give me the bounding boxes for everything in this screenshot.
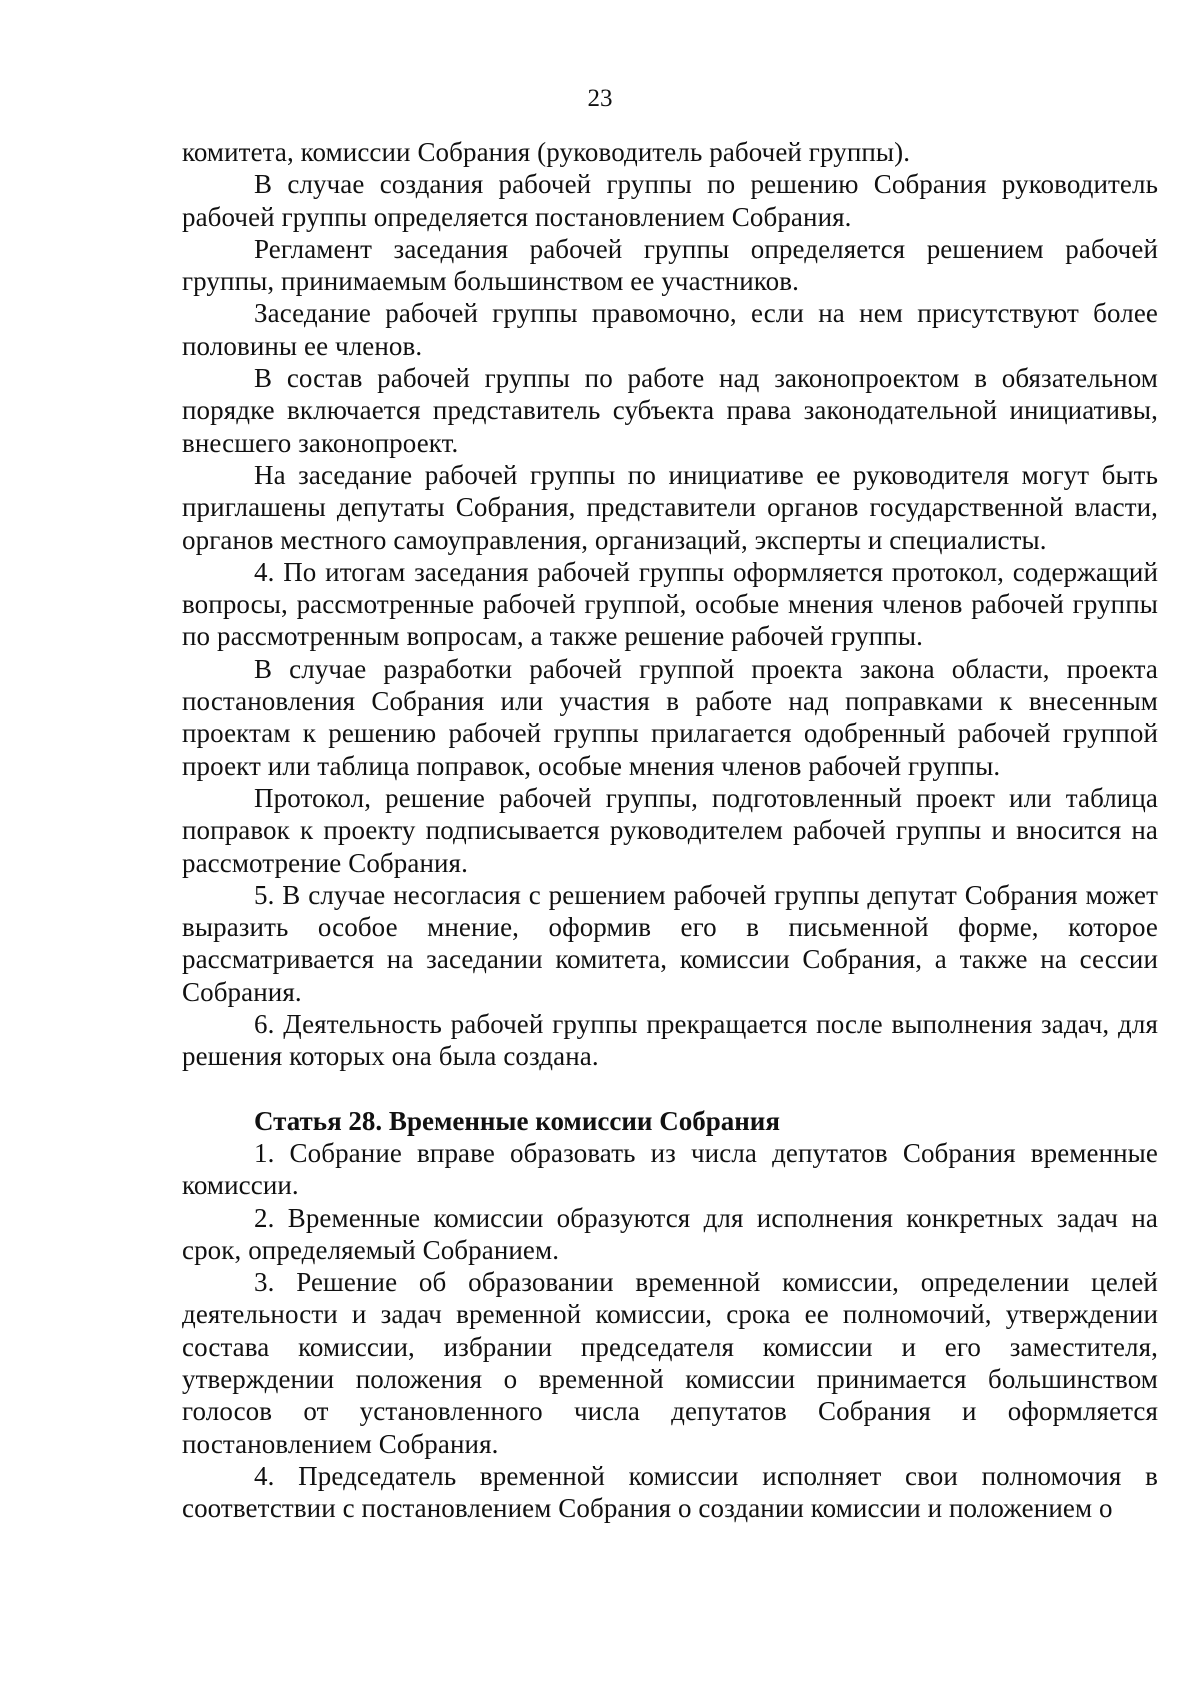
paragraph: 3. Решение об образовании временной комиссии, определении целей деятельности и задач временной комиссии, срока ее полномочий, утверждении состава комиссии, избрании председателя комиссии и его заместителя, утверждении положения о временной комиссии принимается большинством голосов от установленного числа депутатов Собрания и оформляется постановлением Собрания. — [182, 1267, 1158, 1459]
paragraph: На заседание рабочей группы по инициативе ее руководителя могут быть приглашены депутаты Собрания, представители органов государственной власти, органов местного самоуправления, организаций, эксперты и специалисты. — [182, 459, 1158, 555]
paragraph: 6. Деятельность рабочей группы прекращается после выполнения задач, для решения которых она была создана. — [182, 1009, 1158, 1072]
page-number: 23 — [587, 85, 613, 112]
paragraph: Заседание рабочей группы правомочно, если на нем присутствуют более половины ее членов. — [182, 298, 1158, 361]
document-body — [182, 136, 1158, 1524]
paragraph: 4. Председатель временной комиссии исполняет свои полномочия в соответствии с постановлением Собрания о создании комиссии и положением о — [182, 1460, 1158, 1524]
paragraph: 5. В случае несогласия с решением рабочей группы депутат Собрания может выразить особое мнение, оформив его в письменной форме, которое рассматривается на заседании комитета, комиссии Собрания, а также на сессии Собрания. — [182, 879, 1158, 1007]
paragraph: Протокол, решение рабочей группы, подготовленный проект или таблица поправок к проекту подписывается руководителем рабочей группы и вносится на рассмотрение Собрания. — [182, 782, 1158, 878]
paragraph: комитета, комиссии Собрания (руководитель рабочей группы). — [182, 137, 911, 167]
paragraph: В случае создания рабочей группы по решению Собрания руководитель рабочей группы определяется постановлением Собрания. — [182, 169, 1158, 232]
paragraph: В состав рабочей группы по работе над законопроектом в обязательном порядке включается представитель субъекта права законодательной инициативы, внесшего законопроект. — [182, 363, 1158, 458]
paragraph: 1. Собрание вправе образовать из числа депутатов Собрания временные комиссии. — [182, 1137, 1158, 1201]
paragraph: 2. Временные комиссии образуются для исполнения конкретных задач на срок, определяемый Собранием. — [182, 1202, 1158, 1265]
paragraph: 4. По итогам заседания рабочей группы оформляется протокол, содержащий вопросы, рассмотренные рабочей группой, особые мнения членов рабочей группы по рассмотренным вопросам, а также решение рабочей группы. — [182, 556, 1158, 652]
article-heading: Статья 28. Временные комиссии Собрания — [254, 1105, 780, 1136]
paragraph: В случае разработки рабочей группой проекта закона области, проекта постановления Собрания или участия в работе над поправками к внесенным проектам к решению рабочей группы прилагается одобренный рабочей группой проект или таблица поправок, особые мнения членов рабочей группы. — [182, 653, 1158, 781]
paragraph: Регламент заседания рабочей группы определяется решением рабочей группы, принимаемым большинством ее участников. — [182, 233, 1158, 297]
